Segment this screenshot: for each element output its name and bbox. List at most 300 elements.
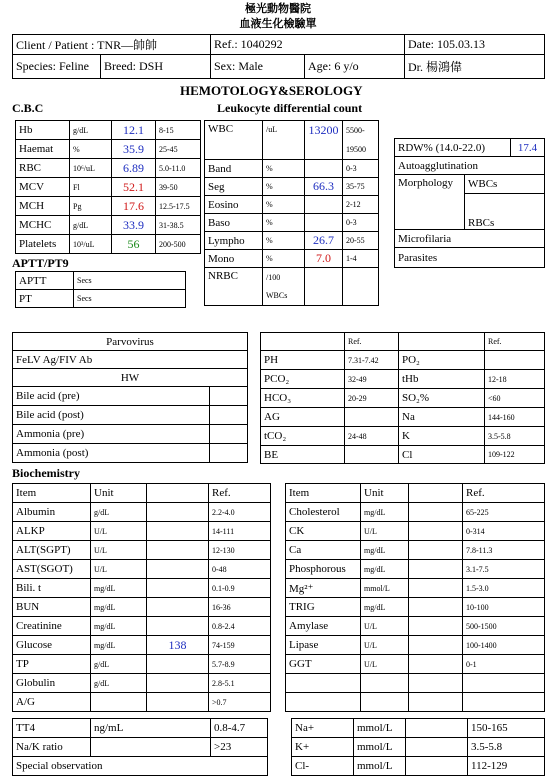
- sero-row: [13, 369, 248, 387]
- cbc-ref: 31-38.5: [156, 216, 201, 235]
- biochem-item: ALKP: [13, 522, 91, 541]
- date: Date: 105.03.13: [405, 35, 545, 55]
- wbc-value: 13200: [305, 121, 343, 160]
- cbc-row: [16, 197, 201, 216]
- gas-ref: 20-29: [345, 389, 399, 408]
- unit-header: Unit: [91, 484, 147, 503]
- biochem-value: [147, 522, 209, 541]
- wbcs: WBCs: [465, 175, 545, 194]
- bottom-value: [406, 757, 468, 776]
- cbc-row: [16, 216, 201, 235]
- serology-item: HW: [13, 369, 248, 387]
- biochem-ref: 500-1500: [463, 617, 545, 636]
- biochem-unit: mg/dL: [91, 617, 147, 636]
- diff-row: [205, 178, 379, 196]
- cbc-item-name: MCH: [16, 197, 70, 216]
- form-title: 血液生化檢驗單: [239, 18, 317, 30]
- diff-ref: 35-75: [343, 178, 379, 196]
- biochem-title: Biochemistry: [12, 466, 80, 480]
- biochem-item: AST(SGOT): [13, 560, 91, 579]
- diff-ref: 0-3: [343, 214, 379, 232]
- biochem-ref: 12-130: [209, 541, 271, 560]
- biochem-value: [147, 541, 209, 560]
- hospital-name: 極光動物醫院: [245, 3, 311, 15]
- bottom-item: TT4: [13, 719, 91, 738]
- bottom-value: [406, 719, 468, 738]
- rbcs: RBCs: [465, 194, 545, 230]
- gas-row: [261, 351, 545, 370]
- ref-number: Ref.: 1040292: [211, 35, 405, 55]
- cbc-row: [16, 159, 201, 178]
- doctor: Dr. 楊鴻偉: [405, 55, 545, 79]
- bottom-row: [292, 719, 545, 738]
- nrbc-unit: [263, 268, 305, 306]
- biochem-row: [286, 674, 545, 693]
- biochem-unit: mg/dL: [91, 598, 147, 617]
- ref-header: Ref.: [463, 484, 545, 503]
- biochem-value: [409, 522, 463, 541]
- nrbc-value: [305, 268, 343, 306]
- gas-row: [261, 427, 545, 446]
- biochem-row: [13, 636, 271, 655]
- special-observation: Special observation: [13, 757, 268, 776]
- aptt-row: [16, 272, 186, 290]
- cbc-value: 52.1: [112, 178, 156, 197]
- gas-ref: 32-49: [345, 370, 399, 389]
- biochem-value: [147, 674, 209, 693]
- biochem-row: [13, 617, 271, 636]
- biochem-value: [147, 655, 209, 674]
- item-header: Item: [13, 484, 91, 503]
- diff-value: [305, 160, 343, 178]
- biochem-item: GGT: [286, 655, 361, 674]
- biochem-row: [286, 617, 545, 636]
- cbc-unit: 10³/uL: [70, 235, 112, 254]
- gas-ref-header-left: Ref.: [345, 333, 399, 351]
- biochem-item: TP: [13, 655, 91, 674]
- gas-item: AG: [261, 408, 345, 427]
- cbc-row: [16, 235, 201, 254]
- biochem-header-row: [13, 484, 271, 503]
- biochem-row: [13, 598, 271, 617]
- cbc-item-name: Haemat: [16, 140, 70, 159]
- ref-header: Ref.: [209, 484, 271, 503]
- biochem-header-row: [286, 484, 545, 503]
- biochem-item: Glucose: [13, 636, 91, 655]
- diff-unit: %: [263, 232, 305, 250]
- gas-row: [261, 370, 545, 389]
- bottom-ref: 112-129: [468, 757, 545, 776]
- biochem-ref: 5.7-8.9: [209, 655, 271, 674]
- biochem-unit: mmol/L: [361, 579, 409, 598]
- biochem-value: [409, 541, 463, 560]
- diff-row: [205, 160, 379, 178]
- biochem-ref: 0-1: [463, 655, 545, 674]
- biochem-item: Phosphorous: [286, 560, 361, 579]
- e: [409, 693, 463, 712]
- biochem-ref: 0.8-2.4: [209, 617, 271, 636]
- cbc-item-name: MCHC: [16, 216, 70, 235]
- gas-item: PH: [261, 351, 345, 370]
- bile-item: Bile acid (pre): [13, 387, 210, 406]
- gas-ref: 7.31-7.42: [345, 351, 399, 370]
- bottom-unit: mmol/L: [354, 757, 406, 776]
- gas-header-row: [261, 333, 545, 351]
- biochem-ref: 14-111: [209, 522, 271, 541]
- e: [286, 674, 361, 693]
- bile-row: [13, 387, 248, 406]
- biochem-value: [147, 693, 209, 712]
- cbc-unit: g/dL: [70, 216, 112, 235]
- gas-row: [261, 446, 545, 464]
- biochem-item: ALT(SGPT): [13, 541, 91, 560]
- biochem-row: [13, 693, 271, 712]
- wbc-row: [205, 121, 379, 160]
- cbc-value: 12.1: [112, 121, 156, 140]
- biochem-row: [286, 503, 545, 522]
- nrbc-name: NRBC: [205, 268, 263, 306]
- cbc-value: 17.6: [112, 197, 156, 216]
- biochem-unit: U/L: [91, 522, 147, 541]
- biochem-value: [147, 598, 209, 617]
- aptt-row: [16, 290, 186, 308]
- microfilaria: Microfilaria: [395, 230, 545, 248]
- biochem-item: Albumin: [13, 503, 91, 522]
- biochem-value: [409, 503, 463, 522]
- biochem-item: CK: [286, 522, 361, 541]
- biochem-ref: 65-225: [463, 503, 545, 522]
- gas-item: K: [399, 427, 485, 446]
- bottom-unit: [91, 738, 211, 757]
- bile-item: Ammonia (pre): [13, 425, 210, 444]
- bile-row: [13, 406, 248, 425]
- biochem-item: Cholesterol: [286, 503, 361, 522]
- gas-h1: [261, 333, 345, 351]
- biochem-ref: 100-1400: [463, 636, 545, 655]
- diff-item-name: Band: [205, 160, 263, 178]
- biochem-left-table: [12, 483, 271, 712]
- breed: Breed: DSH: [101, 55, 211, 79]
- bottom-item: Cl-: [292, 757, 354, 776]
- diff-ref: 2-12: [343, 196, 379, 214]
- cbc-value: 33.9: [112, 216, 156, 235]
- bottom-right-table: [291, 718, 545, 776]
- bottom-left-table: [12, 718, 268, 776]
- wbc-ref-low: 5500-: [346, 126, 365, 135]
- e: [409, 674, 463, 693]
- aptt-unit: Secs: [74, 272, 186, 290]
- cbc-value: 6.89: [112, 159, 156, 178]
- biochem-ref: 0.1-0.9: [209, 579, 271, 598]
- cbc-ref: 200-500: [156, 235, 201, 254]
- biochem-value: [409, 636, 463, 655]
- biochem-ref: 1.5-3.0: [463, 579, 545, 598]
- diff-item-name: Eosino: [205, 196, 263, 214]
- cbc-unit: 10⁶/uL: [70, 159, 112, 178]
- biochem-unit: U/L: [361, 522, 409, 541]
- diff-ref: 0-3: [343, 160, 379, 178]
- e: [463, 693, 545, 712]
- bottom-row: [292, 757, 545, 776]
- aptt-name: PT: [16, 290, 74, 308]
- biochem-unit: mg/dL: [91, 636, 147, 655]
- cbc-ref: 5.0-11.0: [156, 159, 201, 178]
- gas-ref: 12-18: [485, 370, 545, 389]
- bottom-row: [13, 757, 268, 776]
- diff-value: [305, 214, 343, 232]
- biochem-ref: 0-48: [209, 560, 271, 579]
- item-header: Item: [286, 484, 361, 503]
- biochem-row: [286, 541, 545, 560]
- aptt-name: APTT: [16, 272, 74, 290]
- gas-item: HCO₃: [261, 389, 345, 408]
- biochem-unit: U/L: [91, 560, 147, 579]
- biochem-unit: mg/dL: [91, 579, 147, 598]
- morphology: Morphology: [395, 175, 465, 230]
- bottom-unit: mmol/L: [354, 738, 406, 757]
- biochem-value: [147, 617, 209, 636]
- biochem-unit: mg/dL: [361, 541, 409, 560]
- wbc-ref: [343, 121, 379, 160]
- bile-item: Ammonia (post): [13, 444, 210, 463]
- gas-ref: [345, 446, 399, 464]
- gas-ref: <60: [485, 389, 545, 408]
- cbc-item-name: MCV: [16, 178, 70, 197]
- biochem-value: [147, 503, 209, 522]
- serology-item: FeLV Ag/FIV Ab: [13, 351, 248, 369]
- wbc-unit: /uL: [263, 121, 305, 160]
- biochem-unit: g/dL: [91, 503, 147, 522]
- biochem-unit: U/L: [361, 617, 409, 636]
- diff-value: 66.3: [305, 178, 343, 196]
- bottom-row: [292, 738, 545, 757]
- gas-item: SO₂%: [399, 389, 485, 408]
- cbc-ref: 8-15: [156, 121, 201, 140]
- leuko-title: Leukocyte differential count: [217, 101, 363, 115]
- biochem-value: [409, 560, 463, 579]
- biochem-unit: mg/dL: [361, 503, 409, 522]
- biochem-item: Mg²⁺: [286, 579, 361, 598]
- biochem-row: [13, 522, 271, 541]
- biochem-ref: >0.7: [209, 693, 271, 712]
- rdw-value: 17.4: [511, 139, 545, 157]
- unit-header: Unit: [361, 484, 409, 503]
- biochem-item: Bili. t: [13, 579, 91, 598]
- biochem-ref: 3.1-7.5: [463, 560, 545, 579]
- diff-unit: %: [263, 196, 305, 214]
- age: Age: 6 y/o: [305, 55, 405, 79]
- bottom-unit: mmol/L: [354, 719, 406, 738]
- biochem-unit: U/L: [91, 541, 147, 560]
- gas-item: BE: [261, 446, 345, 464]
- gas-item: tCO₂: [261, 427, 345, 446]
- e: [361, 674, 409, 693]
- biochem-right-table: [285, 483, 545, 712]
- bile-row: [13, 444, 248, 463]
- bottom-item: K+: [292, 738, 354, 757]
- biochem-unit: U/L: [361, 636, 409, 655]
- diff-item-name: Seg: [205, 178, 263, 196]
- diff-ref: 1-4: [343, 250, 379, 268]
- bottom-row: [13, 719, 268, 738]
- cbc-table: [15, 120, 201, 254]
- nrbc-unit-2: WBCs: [266, 290, 288, 300]
- gas-ref: 109-122: [485, 446, 545, 464]
- cbc-unit: g/dL: [70, 121, 112, 140]
- biochem-row: [13, 655, 271, 674]
- cbc-item-name: Platelets: [16, 235, 70, 254]
- biochem-row: [286, 579, 545, 598]
- bile-value: [210, 387, 248, 406]
- nrbc-unit-1: /100: [266, 272, 281, 282]
- biochem-item: TRIG: [286, 598, 361, 617]
- bottom-ref: >23: [211, 738, 268, 757]
- biochem-ref: 10-100: [463, 598, 545, 617]
- diff-row: [205, 250, 379, 268]
- gas-row: [261, 389, 545, 408]
- wbc-name: WBC: [205, 121, 263, 160]
- rdw-table: [394, 138, 545, 157]
- nrbc-ref: [343, 268, 379, 306]
- sero-row: [13, 351, 248, 369]
- cbc-item-name: Hb: [16, 121, 70, 140]
- biochem-row: [13, 541, 271, 560]
- biochem-row: [13, 503, 271, 522]
- sero-row: [13, 333, 248, 351]
- diff-value: 7.0: [305, 250, 343, 268]
- biochem-unit: U/L: [361, 655, 409, 674]
- rdw-label: RDW% (14.0-22.0): [395, 139, 511, 157]
- biochem-value: [409, 579, 463, 598]
- cbc-unit: %: [70, 140, 112, 159]
- bottom-item: Na+: [292, 719, 354, 738]
- diff-unit: %: [263, 250, 305, 268]
- biochem-item: Globulin: [13, 674, 91, 693]
- cbc-value: 56: [112, 235, 156, 254]
- biochem-row: [13, 560, 271, 579]
- biochem-ref: 74-159: [209, 636, 271, 655]
- biochem-value: 138: [147, 636, 209, 655]
- gas-row: [261, 408, 545, 427]
- cbc-item-name: RBC: [16, 159, 70, 178]
- gas-ref: 144-160: [485, 408, 545, 427]
- bottom-ref: 3.5-5.8: [468, 738, 545, 757]
- e: [286, 693, 361, 712]
- biochem-ref: 2.8-5.1: [209, 674, 271, 693]
- gas-ref-header-right: Ref.: [485, 333, 545, 351]
- bile-value: [210, 425, 248, 444]
- sex: Sex: Male: [211, 55, 305, 79]
- cbc-row: [16, 121, 201, 140]
- biochem-value: [409, 655, 463, 674]
- bottom-ref: 150-165: [468, 719, 545, 738]
- bile-row: [13, 425, 248, 444]
- biochem-ref: 2.2-4.0: [209, 503, 271, 522]
- diff-row: [205, 214, 379, 232]
- diff-item-name: Mono: [205, 250, 263, 268]
- biochem-row: [286, 560, 545, 579]
- cbc-ref: 12.5-17.5: [156, 197, 201, 216]
- cbc-row: [16, 140, 201, 159]
- biochem-ref: 0-314: [463, 522, 545, 541]
- gas-item: tHb: [399, 370, 485, 389]
- biochem-item: Ca: [286, 541, 361, 560]
- diff-unit: %: [263, 160, 305, 178]
- biochem-unit: g/dL: [91, 655, 147, 674]
- species: Species: Feline: [13, 55, 101, 79]
- biochem-value: [147, 560, 209, 579]
- biochem-row: [286, 522, 545, 541]
- cbc-ref: 39-50: [156, 178, 201, 197]
- gas-item: Cl: [399, 446, 485, 464]
- wbc-ref-high: 19500: [346, 145, 366, 154]
- bottom-value: [406, 738, 468, 757]
- cbc-unit: Pg: [70, 197, 112, 216]
- hemo-title: HEMOTOLOGY&SEROLOGY: [180, 83, 363, 98]
- wbc-table: [204, 120, 379, 306]
- biochem-row: [286, 655, 545, 674]
- cbc-title: C.B.C: [12, 101, 44, 115]
- cbc-row: [16, 178, 201, 197]
- client-patient: Client / Patient : TNR—帥帥: [13, 35, 211, 55]
- biochem-item: A/G: [13, 693, 91, 712]
- biochem-item: Amylase: [286, 617, 361, 636]
- diff-row: [205, 196, 379, 214]
- diff-unit: %: [263, 178, 305, 196]
- parasites: Parasites: [395, 248, 545, 268]
- biochem-value: [409, 598, 463, 617]
- bottom-row: [13, 738, 268, 757]
- blood-gas-table: [260, 332, 545, 464]
- bottom-ref: 0.8-4.7: [211, 719, 268, 738]
- diff-value: [305, 196, 343, 214]
- value-header: [409, 484, 463, 503]
- biochem-unit: [91, 693, 147, 712]
- cbc-value: 35.9: [112, 140, 156, 159]
- biochem-value: [409, 617, 463, 636]
- patient-info-table: [12, 34, 545, 79]
- diff-item-name: Lympho: [205, 232, 263, 250]
- biochem-ref: 16-36: [209, 598, 271, 617]
- biochem-item: Lipase: [286, 636, 361, 655]
- biochem-row: [13, 579, 271, 598]
- aptt-table: [15, 271, 186, 308]
- serology-item: Parvovirus: [13, 333, 248, 351]
- diff-unit: %: [263, 214, 305, 232]
- diff-item-name: Baso: [205, 214, 263, 232]
- gas-ref: [345, 408, 399, 427]
- diff-row: [205, 232, 379, 250]
- nrbc-row: [205, 268, 379, 306]
- gas-ref: [485, 351, 545, 370]
- bile-value: [210, 406, 248, 425]
- bottom-item: Na/K ratio: [13, 738, 91, 757]
- bile-value: [210, 444, 248, 463]
- value-header: [147, 484, 209, 503]
- e: [463, 674, 545, 693]
- cbc-unit: Fl: [70, 178, 112, 197]
- bile-item: Bile acid (post): [13, 406, 210, 425]
- biochem-row: [286, 598, 545, 617]
- gas-ref: 24-48: [345, 427, 399, 446]
- aptt-title: APTT/PT9: [12, 256, 69, 270]
- biochem-unit: mg/dL: [361, 560, 409, 579]
- biochem-unit: mg/dL: [361, 598, 409, 617]
- serology-table: [12, 332, 248, 463]
- biochem-item: Creatinine: [13, 617, 91, 636]
- biochem-item: BUN: [13, 598, 91, 617]
- biochem-value: [147, 579, 209, 598]
